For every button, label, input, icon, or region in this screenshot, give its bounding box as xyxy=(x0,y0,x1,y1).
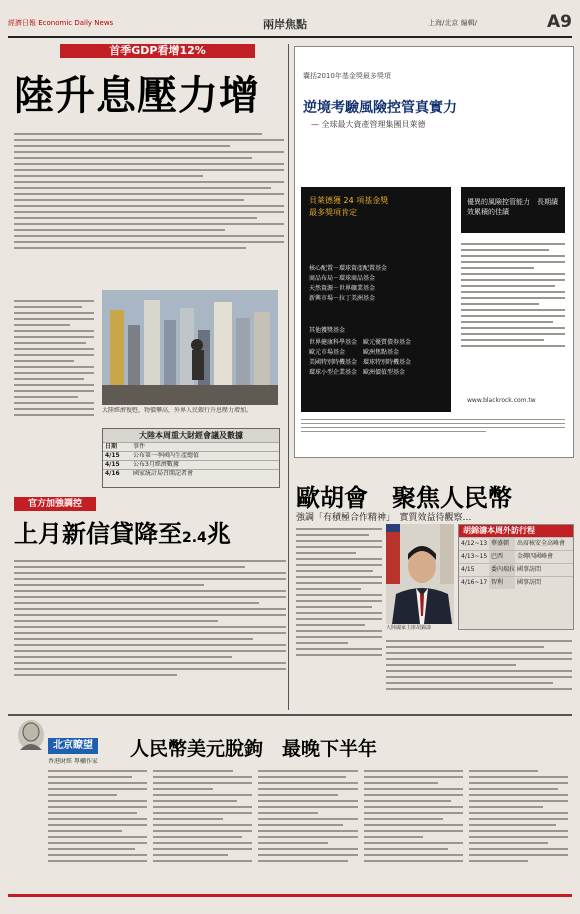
itinerary-row xyxy=(459,576,573,589)
table-cell: 國家統計局召開記者會 xyxy=(133,470,194,477)
itinerary-event: 國事訪問 xyxy=(517,579,542,586)
award-heading: 貝萊德獲 24 項基金獎 xyxy=(309,196,389,205)
table-cell: 4/16 xyxy=(105,470,120,477)
award-line: 歐元市場基金 歐洲焦點基金 xyxy=(309,349,400,356)
award-line: 天然資源－世界礦業基金 xyxy=(309,285,376,292)
lead-body-column xyxy=(14,300,94,450)
eu-body-text xyxy=(296,528,382,708)
lead-photo xyxy=(102,290,278,405)
credit-body-text xyxy=(14,560,286,710)
ad-body-text xyxy=(461,243,565,393)
itinerary-event: 金磚四國峰會 xyxy=(517,553,554,560)
highlight-text: 優異的風險控管能力 長期績效累積的佳績 xyxy=(467,198,558,216)
itinerary-row xyxy=(459,550,573,563)
itinerary-place: 華盛頓 xyxy=(489,538,515,550)
column-author: 香港財經 專欄作家 xyxy=(48,758,98,765)
credit-headline-unit: 兆 xyxy=(206,520,231,548)
itinerary-title: 胡錦濤本周外訪行程 xyxy=(459,525,573,537)
column-tag: 北京瞭望 xyxy=(48,738,98,754)
column-headline: 人民幣美元脫鉤 最晚下半年 xyxy=(130,738,378,760)
credit-headline-text: 上月新信貸降至 xyxy=(14,520,182,548)
table-row xyxy=(103,460,279,469)
award-line: 核心配置－環球資產配置基金 xyxy=(309,265,388,272)
credit-headline xyxy=(14,514,231,549)
itinerary-date: 4/12~13 xyxy=(461,540,488,547)
ad-kicker: 囊括2010年基金獎最多獎項 xyxy=(303,72,391,80)
ad-subtitle: — 全球最大資產管理集團貝萊德 xyxy=(311,120,426,129)
award-subheading: 最多獎項肯定 xyxy=(309,208,357,217)
hu-jintao-photo xyxy=(386,524,454,624)
award-line: 世界健康科學基金 歐元優質債券基金 xyxy=(309,339,412,346)
eu-headline: 歐胡會 聚焦人民幣 xyxy=(296,484,512,512)
table-header-cell: 日期 xyxy=(105,443,118,450)
itinerary-place: 巴西 xyxy=(489,551,515,563)
itinerary-place: 委內瑞拉 xyxy=(489,564,515,576)
itinerary-place: 智利 xyxy=(489,577,515,589)
columnist-portrait xyxy=(18,720,44,750)
table-header-cell: 事件 xyxy=(133,443,146,450)
table-cell: 4/15 xyxy=(105,452,120,459)
table-row xyxy=(103,451,279,460)
award-line: 環球小型企業基金 歐洲價值型基金 xyxy=(309,369,406,376)
lead-data-table xyxy=(102,428,280,488)
credit-kicker: 官方加強調控 xyxy=(14,497,96,511)
fund-advertisement xyxy=(294,46,574,458)
column-divider xyxy=(288,44,289,494)
award-line: 美國特別時機基金 環球特別時機基金 xyxy=(309,359,412,366)
itinerary-event: 國事訪問 xyxy=(517,566,542,573)
paper-name: 經濟日報 Economic Daily News xyxy=(8,19,114,27)
table-header-row xyxy=(103,442,279,451)
itinerary-date: 4/13~15 xyxy=(461,553,488,560)
eu-body-text-2 xyxy=(386,640,572,708)
itinerary-event: 出席核安全高峰會 xyxy=(517,540,566,547)
ad-highlight-box xyxy=(461,187,565,233)
hu-photo-caption: 大陸國家主席胡錦濤 xyxy=(386,625,432,631)
award-line: 商品布局－環球商品基金 xyxy=(309,275,376,282)
itinerary-date: 4/15 xyxy=(461,566,475,573)
column-divider xyxy=(288,470,289,710)
page-number: A9 xyxy=(547,12,572,32)
column-body-text xyxy=(48,770,568,890)
table-row xyxy=(103,469,279,478)
itinerary-row xyxy=(459,563,573,576)
ad-url: www.blackrock.com.tw xyxy=(467,397,536,404)
table-cell: 4/15 xyxy=(105,461,120,468)
table-cell: 公布第一季國內生產總值 xyxy=(133,452,200,459)
itinerary-date: 4/16~17 xyxy=(461,579,488,586)
table-cell: 公布3月經濟數據 xyxy=(133,461,179,468)
lead-body-text xyxy=(14,133,284,293)
lead-headline: 陸升息壓力增 xyxy=(14,73,260,119)
section-divider xyxy=(8,714,572,716)
table-title: 大陸本周重大財經會議及數據 xyxy=(103,429,279,442)
award-line: 其他獲獎基金 xyxy=(309,327,346,334)
ad-award-panel xyxy=(301,187,451,412)
credit-headline-number: 2.4 xyxy=(182,530,207,546)
footer-rule xyxy=(8,894,572,897)
itinerary-sidebar xyxy=(458,524,574,630)
ad-disclaimer xyxy=(301,419,565,449)
section-title: 兩岸焦點 xyxy=(263,18,307,31)
edition-meta: 上海/北京 編輯/ xyxy=(428,19,477,27)
lead-kicker: 首季GDP看增12% xyxy=(60,44,255,58)
masthead xyxy=(8,14,572,38)
itinerary-row xyxy=(459,537,573,550)
eu-subhead: 強調「有積極合作精神」 實質效益待觀察… xyxy=(296,513,472,523)
lead-photo-caption: 大陸經濟復甦，物價攀高，外界人民銀行升息壓力增加。 xyxy=(102,407,253,414)
ad-title: 逆境考驗風險控管真實力 xyxy=(303,100,457,116)
award-line: 新興市場－拉丁美洲基金 xyxy=(309,295,376,302)
